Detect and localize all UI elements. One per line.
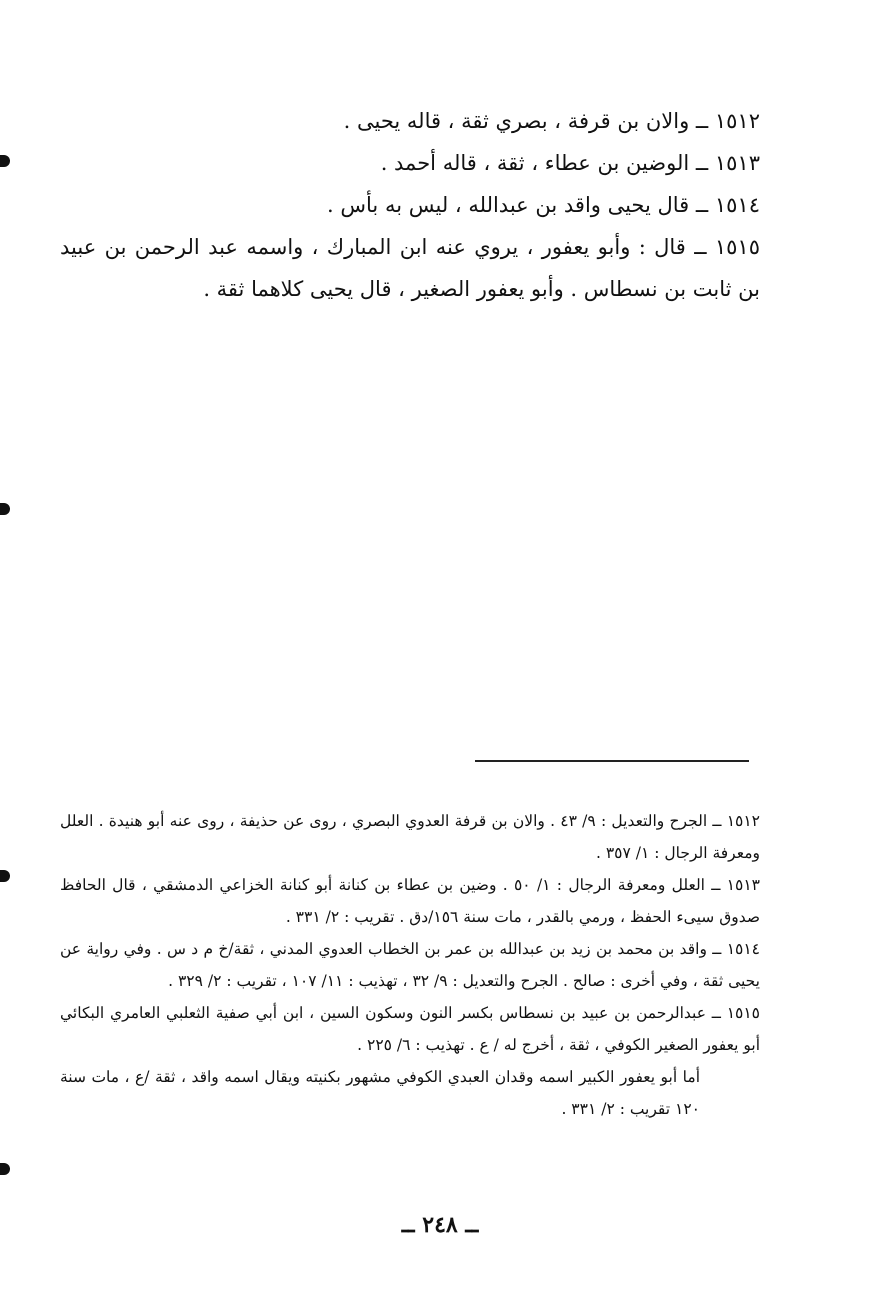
- margin-mark: [0, 503, 10, 515]
- footnote-divider: [475, 760, 749, 762]
- main-text: [60, 100, 760, 310]
- margin-mark: [0, 870, 10, 882]
- footnote-1514: ١٥١٤ ــ واقد بن محمد بن زيد بن عبدالله بن عمر بن الخطاب العدوي المدني ، ثقة/خ م د س . وفي رواية عن يحيى ثقة ، وفي أخرى : صالح . الجرح والتعديل : ٩/ ٣٢ ، تهذيب : ١١/ ١٠٧ ، تقريب : ٢/ ٣٢٩ .: [60, 940, 760, 990]
- footnote-1512: ١٥١٢ ــ الجرح والتعديل : ٩/ ٤٣ . والان بن قرفة العدوي البصري ، روى عن حذيفة ، روى عنه أبو هنيدة . العلل ومعرفة الرجال : ١/ ٣٥٧ .: [60, 812, 760, 862]
- page-number: ــ ٢٤٨ ــ: [401, 1212, 479, 1238]
- footnote-1515-continuation: أما أبو يعفور الكبير اسمه وقدان العبدي الكوفي مشهور بكنيته ويقال اسمه واقد ، ثقة /ع ، مات سنة ١٢٠ تقريب : ٢/ ٣٣١ .: [60, 1068, 700, 1118]
- margin-mark: [0, 155, 10, 167]
- footnote-1513: ١٥١٣ ــ العلل ومعرفة الرجال : ١/ ٥٠ . وضين بن عطاء بن كنانة أبو كنانة الخزاعي الدمشقي ، قال الحافظ صدوق سيىء الحفظ ، ورمي بالقدر ، مات سنة ١٥٦/دق . تقريب : ٢/ ٣٣١ .: [60, 876, 760, 926]
- footnote-1515: ١٥١٥ ــ عبدالرحمن بن عبيد بن نسطاس بكسر النون وسكون السين ، ابن أبي صفية الثعلبي العامري البكائي أبو يعفور الصغير الكوفي ، ثقة ، أخرج له / ع . تهذيب : ٦/ ٢٢٥ .: [60, 1004, 760, 1054]
- entry-1515: ١٥١٥ ــ قال : وأبو يعفور ، يروي عنه ابن المبارك ، واسمه عبد الرحمن بن عبيد بن ثابت بن نسطاس . وأبو يعفور الصغير ، قال يحيى كلاهما ثقة .: [60, 235, 760, 301]
- entry-1514: ١٥١٤ ــ قال يحيى واقد بن عبدالله ، ليس به بأس .: [327, 193, 760, 217]
- entry-1513: ١٥١٣ ــ الوضين بن عطاء ، ثقة ، قاله أحمد .: [380, 151, 760, 175]
- entry-1512: ١٥١٢ ــ والان بن قرفة ، بصري ثقة ، قاله يحيى .: [343, 109, 760, 133]
- margin-mark: [0, 1163, 10, 1175]
- footnotes: [60, 805, 760, 1125]
